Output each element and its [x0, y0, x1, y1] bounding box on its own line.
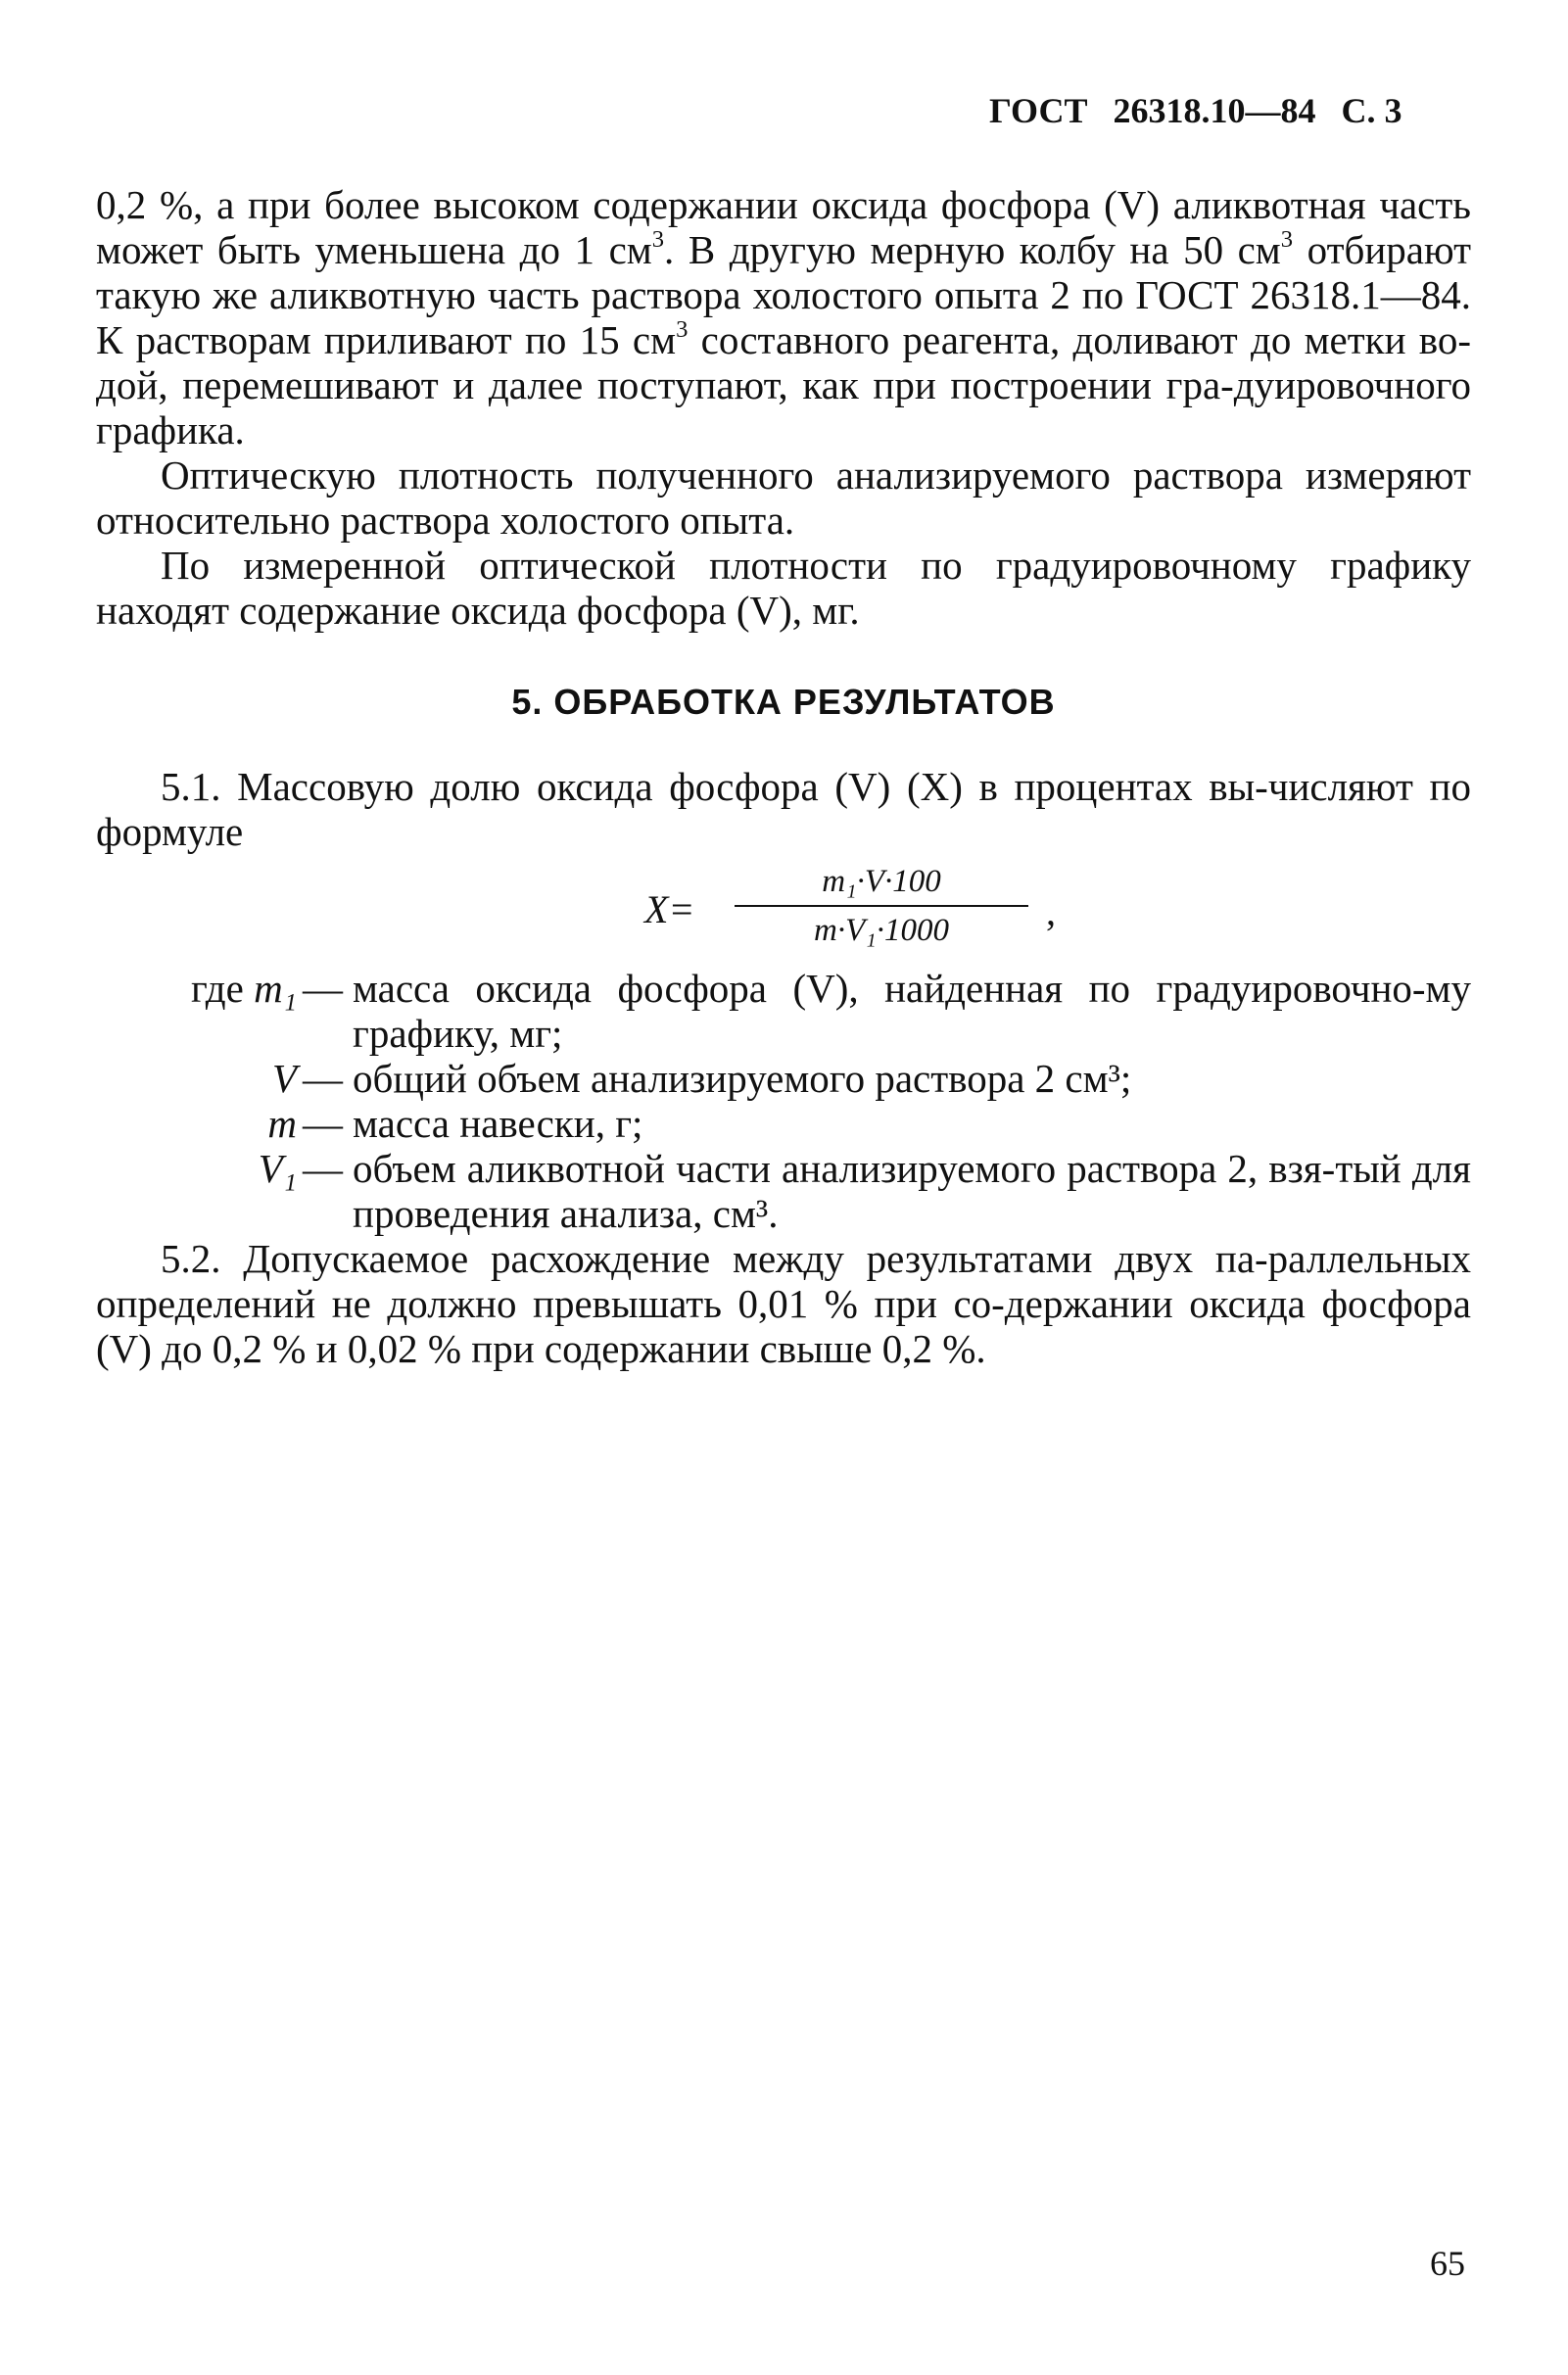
- paragraph-optical-density: Оптическую плотность полученного анализируемого раствора измеряют относительно раствора холостого опыта.: [96, 452, 1471, 543]
- legend-desc: масса оксида фосфора (V), найденная по градуировочно-му графику, мг;: [353, 966, 1471, 1056]
- header-standard-number: 26318.10—84: [1113, 91, 1316, 130]
- clause-5-2: 5.2. Допускаемое расхождение между результатами двух па-раллельных определений не должно превышать 0,01 % при со-держании оксида фосфора (V) до 0,2 % и 0,02 % при содержании свыше 0,2 %.: [96, 1236, 1471, 1371]
- formula-lhs: X=: [644, 887, 695, 931]
- formula-mass-fraction: [96, 862, 1471, 960]
- fraction-bar: [735, 905, 1028, 907]
- page-header: [989, 90, 1479, 131]
- formula-denominator: m·V₁·1000: [814, 913, 949, 948]
- header-page-label: С. 3: [1341, 91, 1402, 130]
- formula-comma: ,: [1046, 889, 1056, 933]
- legend-term: V: [271, 1056, 297, 1101]
- formula-numerator: m₁·V·100: [822, 864, 941, 899]
- legend-term: m: [267, 1101, 297, 1146]
- formula-legend: [96, 966, 1471, 1236]
- legend-desc: масса навески, г;: [353, 1101, 643, 1146]
- header-gost: ГОСТ: [989, 91, 1088, 130]
- paragraph-graph-lookup: По измеренной оптической плотности по градуировочному графику находят содержание оксида фосфора (V), мг.: [96, 543, 1471, 633]
- legend-row: V — общий объем анализируемого раствора 2 см³;: [96, 1056, 1471, 1101]
- section-title: 5. ОБРАБОТКА РЕЗУЛЬТАТОВ: [511, 682, 1056, 722]
- legend-desc: объем аликвотной части анализируемого раствора 2, взя-тый для проведения анализа, см³.: [353, 1146, 1471, 1236]
- paragraph-aliquot: 0,2 %, а при более высоком содержании оксида фосфора (V) аликвотная часть может быть уменьшена до 1 $см^3$. В другую мерную колбу на 50 $см^3$ отбирают такую же аликвотную часть раствора холостого опыта 2 по ГОСТ 26318.1—84. К растворам приливают по 15 $см^3$ составного реагента, доливают до метки во-дой, перемешивают и далее поступают, как при построении гра-дуировочного графика.: [96, 182, 1471, 452]
- legend-row: m — масса навески, г;: [96, 1101, 1471, 1146]
- legend-term: V₁: [258, 1146, 297, 1191]
- legend-desc: общий объем анализируемого раствора 2 см³;: [353, 1056, 1132, 1101]
- formula-fraction: [735, 862, 1028, 950]
- legend-row: где m₁ — масса оксида фосфора (V), найденная по градуировочно-му графику, мг;: [191, 966, 1471, 1056]
- legend-term: m₁: [254, 966, 297, 1011]
- clause-5-1: 5.1. Массовую долю оксида фосфора (V) (X) в процентах вы-числяют по формуле: [96, 764, 1471, 854]
- legend-row: V₁ — объем аликвотной части анализируемого раствора 2, взя-тый для проведения анализа, см³.: [258, 1146, 1471, 1236]
- page-content: [96, 182, 1471, 1371]
- legend-where: где: [191, 966, 244, 1011]
- page-number: 65: [1430, 2244, 1465, 2283]
